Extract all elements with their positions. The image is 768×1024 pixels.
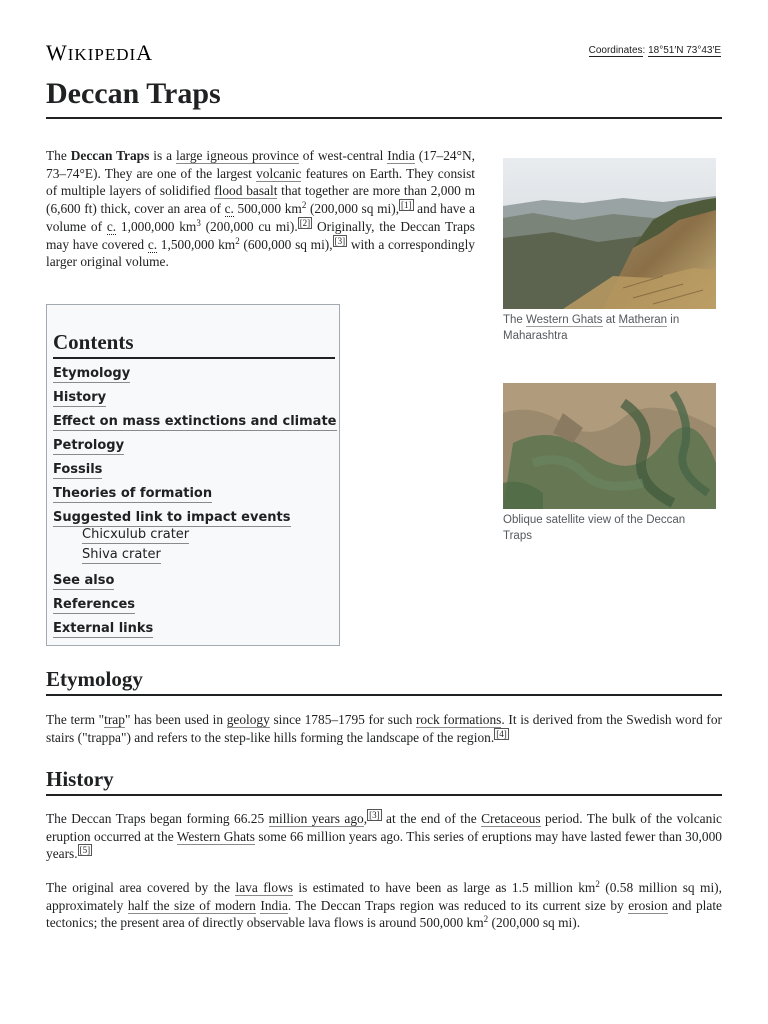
page-title: Deccan Traps — [46, 76, 722, 119]
satellite-image — [503, 383, 716, 509]
text: , — [363, 811, 368, 826]
link-lava-flows[interactable]: lava flows — [235, 880, 293, 895]
coordinates — [589, 45, 721, 56]
ref-3[interactable]: [3] — [334, 235, 346, 246]
text: some 66 million years ago. This series of eruptions may have lasted fewer than 30,000 years. — [46, 828, 722, 862]
text: features on Earth. They consist of multiple layers of solidified — [46, 165, 475, 199]
toc-item-effect-on-mass-extinctions[interactable]: Effect on mass extinctions and climate — [53, 414, 337, 429]
text: period. The bulk of the volcanic eruption occurred at the — [46, 811, 722, 844]
text: " has been used in — [124, 712, 227, 727]
text: and have a volume of — [46, 201, 476, 234]
text: is estimated to have been as large as 1.5 million km — [292, 880, 596, 895]
link-flood-basalt[interactable]: flood basalt — [214, 183, 278, 199]
text: is a — [149, 148, 176, 163]
link-cretaceous[interactable]: Cretaceous — [481, 811, 541, 826]
link-large-igneous-province[interactable]: large igneous province — [175, 148, 299, 163]
toc-item-theories-of-formation[interactable]: Theories of formation — [53, 486, 213, 501]
link-erosion[interactable]: erosion — [628, 897, 668, 913]
text: The — [503, 314, 527, 326]
link-western-ghats[interactable]: Western Ghats — [526, 314, 603, 326]
toc-item-history[interactable]: History — [53, 390, 107, 405]
ref-4[interactable]: [4] — [496, 728, 507, 739]
heading-history: History — [46, 766, 722, 796]
text: and plate tectonics; the present area of directly observable lava flows is around 500,000 km — [46, 897, 722, 931]
heading-etymology: Etymology — [46, 666, 722, 696]
ref-3b[interactable]: [3] — [369, 810, 380, 820]
superscript: 3 — [196, 217, 201, 228]
text: 500,000 km — [233, 201, 302, 217]
link-volcanic[interactable]: volcanic — [256, 165, 302, 181]
etymology-paragraph — [46, 711, 722, 746]
history-paragraph-2 — [46, 879, 722, 932]
western-ghats-image — [503, 158, 716, 309]
link-matheran[interactable]: Matheran — [618, 314, 668, 326]
text: . It is derived from the Swedish word for stairs ("trappa") and refers to the step-like hills forming the landscape of the region. — [46, 712, 723, 745]
link-india-2[interactable]: India — [260, 897, 288, 913]
text: (0.58 million sq mi), approximately — [46, 880, 722, 913]
table-of-contents — [46, 304, 340, 646]
link-trap[interactable]: trap — [104, 712, 125, 727]
wikipedia-wordmark[interactable] — [46, 40, 153, 66]
text: (600,000 sq mi), — [239, 236, 333, 252]
ref-5[interactable]: [5] — [79, 845, 91, 856]
toc-item-etymology[interactable]: Etymology — [53, 366, 131, 381]
superscript: 2 — [483, 914, 489, 925]
superscript: 2 — [301, 200, 307, 211]
link-geology[interactable]: geology — [226, 712, 270, 727]
superscript: 2 — [595, 879, 600, 889]
circa-abbr[interactable]: c. — [147, 236, 158, 252]
wordmark-middle: IKIPEDI — [67, 45, 137, 64]
intro-paragraph — [46, 147, 475, 271]
text: The — [46, 148, 71, 163]
link-india[interactable]: India — [387, 148, 415, 163]
superscript: 2 — [235, 235, 240, 246]
text: at — [602, 314, 619, 326]
ref-1[interactable]: [1] — [401, 200, 412, 211]
toc-item-petrology[interactable]: Petrology — [53, 438, 125, 453]
figure-caption: Oblique satellite view of the Deccan Traps — [503, 514, 686, 542]
text: The term " — [46, 712, 105, 727]
link-rock-formations[interactable]: rock formations — [415, 712, 502, 727]
satellite-photo[interactable] — [503, 383, 716, 509]
toc-title: Contents — [53, 329, 335, 359]
circa-abbr[interactable]: c. — [106, 218, 117, 234]
text: (200,000 sq mi). — [488, 915, 581, 931]
ref-2[interactable]: [2] — [299, 217, 311, 228]
coordinates-value[interactable]: 18°51′N 73°43′E — [648, 45, 721, 56]
figure-satellite-view — [503, 383, 716, 544]
text: The original area covered by the — [46, 880, 236, 895]
circa-abbr[interactable]: c. — [224, 201, 234, 217]
text: 1,000,000 km — [116, 218, 197, 234]
coordinates-label[interactable]: Coordinates — [588, 45, 643, 56]
history-paragraph-1 — [46, 810, 722, 863]
toc-item-suggested-link[interactable]: Suggested link to impact events — [53, 510, 291, 525]
text: at the end of the — [381, 811, 482, 826]
text: (200,000 cu mi). — [200, 218, 298, 234]
toc-item-references[interactable]: References — [53, 597, 136, 612]
text: that together are more than 2,000 m (6,600 ft) thick, cover an area of — [46, 183, 475, 217]
wordmark-initial: W — [46, 40, 68, 65]
figure-caption — [503, 312, 716, 344]
link-western-ghats-2[interactable]: Western Ghats — [176, 828, 255, 844]
link-half-size[interactable]: half the size of modern — [127, 897, 256, 913]
text: since 1785–1795 for such — [269, 712, 416, 727]
text: (17–24°N, 73–74°E). They are one of the largest — [46, 148, 476, 181]
coordinates-separator: : — [642, 45, 649, 56]
western-ghats-photo[interactable] — [503, 158, 716, 309]
toc-subitem-shiva[interactable]: Shiva crater — [82, 547, 161, 562]
text: with a correspondingly larger original volume. — [46, 236, 475, 270]
toc-item-fossils[interactable]: Fossils — [53, 462, 103, 477]
toc-item-see-also[interactable]: See also — [53, 573, 115, 588]
text: . The Deccan Traps region was reduced to its current size by — [287, 897, 629, 913]
toc-subitem-chicxulub[interactable]: Chicxulub crater — [82, 527, 190, 542]
toc-item-external-links[interactable]: External links — [53, 621, 154, 636]
text: of west-central — [298, 148, 388, 163]
text: in Maharashtra — [503, 314, 680, 342]
text: 1,500,000 km — [157, 236, 236, 252]
text: Originally, the Deccan Traps may have covered — [46, 218, 476, 252]
bold-term: Deccan Traps — [70, 148, 150, 163]
wordmark-final: A — [136, 40, 154, 65]
text: (200,000 sq mi), — [306, 201, 400, 217]
figure-western-ghats — [503, 158, 716, 344]
link-million-years-ago[interactable]: million years ago — [268, 811, 364, 826]
text: The Deccan Traps began forming 66.25 — [46, 811, 269, 826]
